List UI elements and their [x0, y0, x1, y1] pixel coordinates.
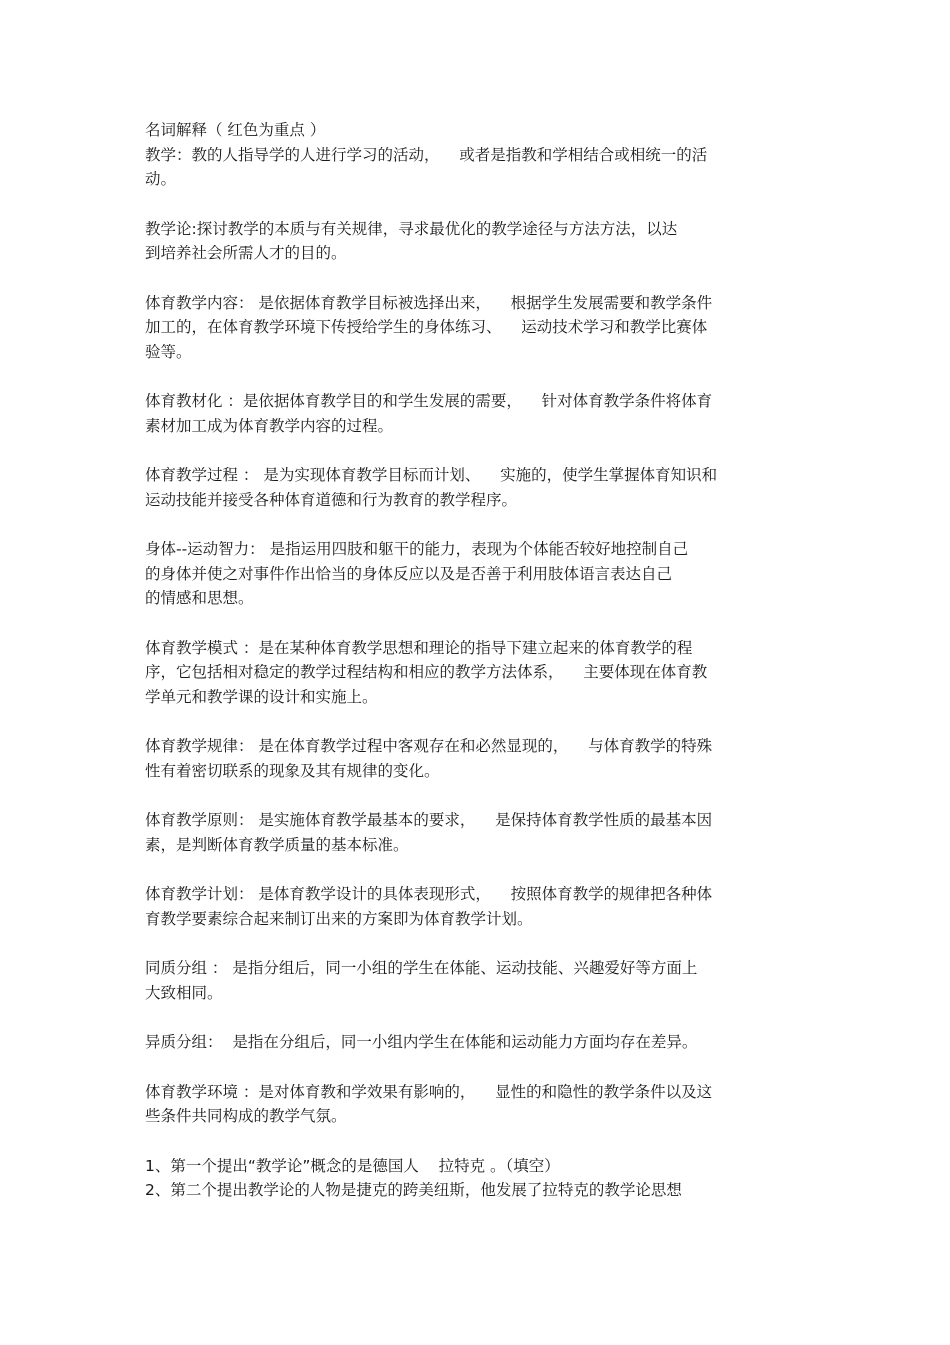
text-line: 素材加工成为体育教学内容的过程。 — [145, 416, 394, 435]
list-item: 2、第二个提出教学论的人物是捷克的跨美纽斯，他发展了拉特克的教学论思想 — [145, 1181, 682, 1199]
text-line: 加工的，在体育教学环境下传授给学生的身体练习、 运动技术学习和教学比赛体 — [145, 318, 708, 336]
numbered-list — [145, 1154, 805, 1203]
definition-paragraph-heterogeneous — [145, 1030, 805, 1055]
text-line: 体育教学规律： 是在体育教学过程中客观存在和必然显现的， 与体育教学的特殊 — [145, 737, 713, 755]
text-line: 异质分组： 是指在分组后，同一小组内学生在体能和运动能力方面均存在差异。 — [145, 1033, 698, 1051]
text-line: 到培养社会所需人才的目的。 — [145, 244, 347, 262]
definition-paragraph-homogeneous — [145, 956, 805, 1005]
definition-paragraph-kinesthetic — [145, 537, 805, 611]
text-line: 体育教学环境 ：是对体育教和学效果有影响的， 显性的和隐性的教学条件以及这 — [145, 1082, 713, 1101]
text-line: 些条件共同构成的教学气氛。 — [145, 1107, 347, 1125]
definition-paragraph-law — [145, 734, 805, 783]
text-line: 素，是判断体育教学质量的基本标准。 — [145, 835, 409, 854]
text-line: 的情感和思想。 — [145, 589, 254, 607]
text-line: 体育教学模式 ：是在某种体育教学思想和理论的指导下建立起来的体育教学的程 — [145, 638, 693, 657]
definition-paragraph-model — [145, 636, 805, 710]
text-line: 体育教材化 ：是依据体育教学目的和学生发展的需要， 针对体育教学条件将体育 — [145, 392, 713, 410]
text-line: 动。 — [145, 170, 177, 188]
text-line: 序，它包括相对稳定的教学过程结构和相应的教学方法体系， 主要体现在体育教 — [145, 663, 708, 681]
definition-paragraph-didactics — [145, 217, 805, 266]
definition-paragraph-process — [145, 463, 805, 512]
definition-paragraph-pe-content — [145, 291, 805, 365]
text-line: 的身体并使之对事件作出恰当的身体反应以及是否善于利用肢体语言表达自己 — [145, 564, 673, 583]
text-line: 体育教学计划： 是体育教学设计的具体表现形式， 按照体育教学的规律把各种体 — [145, 885, 713, 903]
text-line: 体育教学过程 ： 是为实现体育教学目标而计划、 实施的，使学生掌握体育知识和 — [145, 466, 718, 484]
text-line: 性有着密切联系的现象及其有规律的变化。 — [145, 761, 440, 780]
definition-paragraph-plan — [145, 882, 805, 931]
text-line: 运动技能并接受各种体育道德和行为教育的教学程序。 — [145, 490, 518, 509]
definition-paragraph-materialization — [145, 389, 805, 438]
definition-paragraph-environment — [145, 1080, 805, 1129]
document-content — [145, 118, 805, 1203]
text-line: 体育教学原则： 是实施体育教学最基本的要求， 是保持体育教学性质的最基本因 — [145, 811, 713, 829]
section-heading: 名词解释（ 红色为重点 ） — [145, 121, 326, 139]
text-line: 验等。 — [145, 342, 192, 361]
text-line: 育教学要素综合起来制订出来的方案即为体育教学计划。 — [145, 909, 533, 928]
text-line: 同质分组 ： 是指分组后，同一小组的学生在体能、运动技能、兴趣爱好等方面上 — [145, 959, 698, 977]
text-line: 大致相同。 — [145, 983, 223, 1002]
text-line: 身体--运动智力： 是指运用四肢和躯干的能力，表现为个体能否较好地控制自己 — [145, 540, 689, 558]
definition-paragraph-teaching — [145, 143, 805, 192]
text-line: 教学：教的人指导学的人进行学习的活动， 或者是指教和学相结合或相统一的活 — [145, 145, 708, 164]
definition-paragraph-principle — [145, 808, 805, 857]
text-line: 体育教学内容： 是依据体育教学目标被选择出来， 根据学生发展需要和教学条件 — [145, 293, 713, 312]
text-line: 教学论:探讨教学的本质与有关规律，寻求最优化的教学途径与方法方法，以达 — [145, 219, 678, 238]
text-line: 学单元和教学课的设计和实施上。 — [145, 687, 378, 706]
list-item: 1、第一个提出“教学论”概念的是德国人 拉特克 。（填空） — [145, 1156, 560, 1175]
